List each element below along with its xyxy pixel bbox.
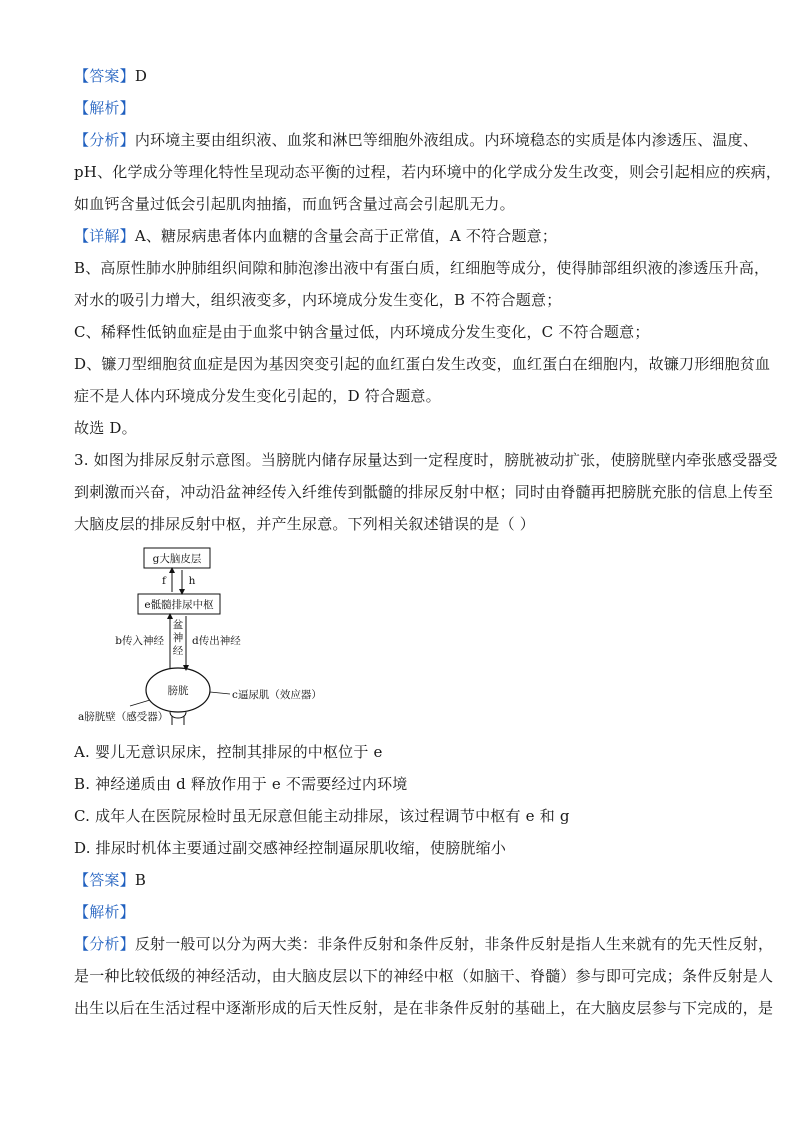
analysis-tag: 【分析】 [74,131,135,149]
reflex-diagram [74,540,334,725]
analysis-label: 解析 [89,903,120,921]
analysis-paragraph-line: 出生以后在生活过程中逐渐形成的后天性反射，是在非条件反射的基础上，在大脑皮层参与下完成的，是 [74,999,774,1017]
question-stem-line: 3. 如图为排尿反射示意图。当膀胱内储存尿量达到一定程度时，膀胱被动扩张，使膀胱壁内牵张感受器受 [74,451,778,469]
pelvic-nerve-char: 盆 [172,619,184,631]
analysis-paragraph-line: 是一种比较低级的神经活动，由大脑皮层以下的神经中枢（如脑干、脊髓）参与即可完成；条件反射是人 [74,967,774,985]
afferent-nerve-label: b传入神经 [115,635,164,647]
option-a: A. 婴儿无意识尿床，控制其排尿的中枢位于 e [74,743,383,761]
receptor-label: a膀胱壁（感受器） [78,711,169,723]
pelvic-nerve-char: 经 [172,645,184,657]
answer-line [74,66,724,86]
bladder-label: 膀胱 [167,685,189,697]
detail-paragraph-line: 对水的吸引力增大，组织液变多，内环境成分发生变化，B 不符合题意； [74,291,562,309]
detail-paragraph-line: C、稀释性低钠血症是由于血浆中钠含量过低，内环境成分发生变化，C 不符合题意； [74,323,650,341]
detail-tag: 【详解】 [74,227,135,245]
detail-paragraph-line: D、镰刀型细胞贫血症是因为基因突变引起的血红蛋白发生改变，血红蛋白在细胞内，故镰刀形细胞贫血 [74,355,771,373]
reflex-diagram-svg [74,540,334,725]
question-stem-line: 到刺激而兴奋，冲动沿盆神经传入纤维传到骶髓的排尿反射中枢；同时由脊髓再把膀胱充胀的信息上传至 [74,483,774,501]
answer-value: B [134,871,147,889]
analysis-paragraph-line: 【分析】内环境主要由组织液、血浆和淋巴等细胞外液组成。内环境稳态的实质是体内渗透压、温度、 [74,131,759,149]
efferent-nerve-label: d传出神经 [192,635,241,647]
analysis-heading: 【解析】 [74,903,135,921]
analysis-label: 解析 [89,99,120,117]
answer-value: D [134,67,148,85]
answer-tag: 【答案】 [74,67,135,85]
question-stem-line: 大脑皮层的排尿反射中枢，并产生尿意。下列相关叙述错误的是（ ） [74,515,535,533]
answer-line [74,870,724,890]
detail-paragraph-line: 【详解】A、糖尿病患者体内血糖的含量会高于正常值，A 不符合题意； [74,227,558,245]
detail-paragraph-line: 症不是人体内环境成分发生变化引起的，D 符合题意。 [74,387,441,405]
sacral-center-label: e骶髓排尿中枢 [144,599,214,611]
analysis-heading: 【解析】 [74,99,135,117]
answer-tag: 【答案】 [74,871,135,889]
analysis-paragraph-line: 如血钙含量过低会引起肌肉抽搐，而血钙含量过高会引起肌无力。 [74,195,515,213]
option-c: C. 成年人在医院尿检时虽无尿意但能主动排尿，该过程调节中枢有 e 和 g [74,807,570,825]
analysis-paragraph-line: pH、化学成分等理化特性呈现动态平衡的过程，若内环境中的化学成分发生改变，则会引起相应的疾病， [74,163,782,181]
analysis-paragraph-line: 【分析】反射一般可以分为两大类：非条件反射和条件反射，非条件反射是指人生来就有的先天性反射， [74,935,774,953]
pelvic-nerve-char: 神 [172,632,184,644]
f-label: f [162,575,166,587]
detail-paragraph-line: 故选 D。 [74,419,137,437]
detrusor-label: c逼尿肌（效应器） [232,689,322,701]
h-label: h [188,575,196,587]
analysis-tag: 【分析】 [74,935,135,953]
detail-paragraph-line: B、高原性肺水肿肺组织间隙和肺泡渗出液中有蛋白质，红细胞等成分，使得肺部组织液的渗透压升高， [74,259,770,277]
option-b: B. 神经递质由 d 释放作用于 e 不需要经过内环境 [74,775,408,793]
option-d: D. 排尿时机体主要通过副交感神经控制逼尿肌收缩，使膀胱缩小 [74,839,507,857]
cortex-label: g大脑皮层 [152,553,202,565]
